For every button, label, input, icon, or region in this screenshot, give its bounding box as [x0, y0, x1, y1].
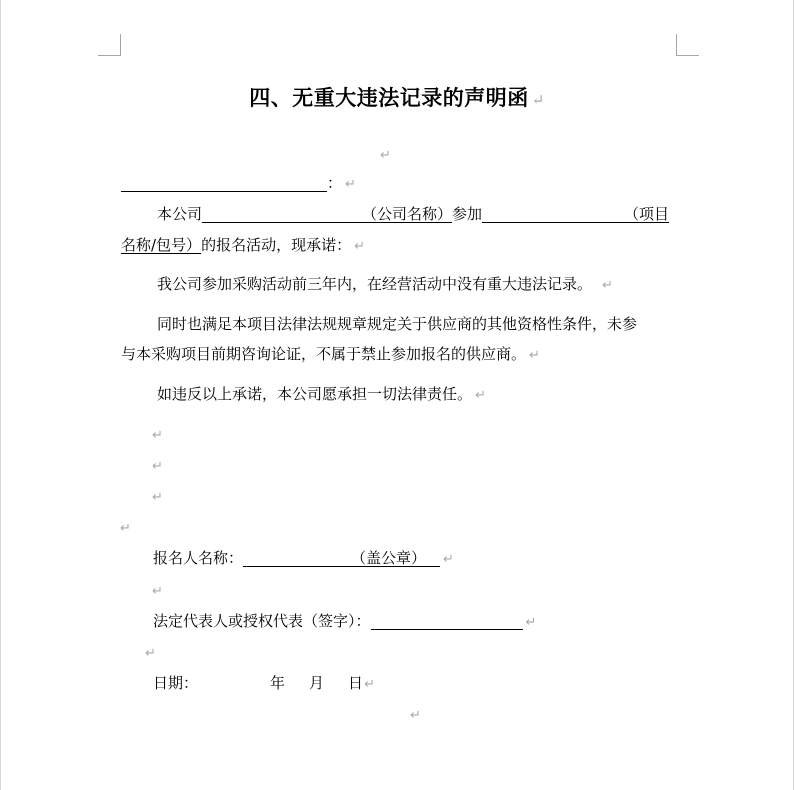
paragraph-mark: ↵ [145, 646, 156, 661]
project-hint-part1: （项目 [624, 205, 670, 223]
seal-hint: （盖公章） [351, 549, 427, 567]
empty-paragraph [380, 144, 391, 164]
promise-qualification-line-2: 与本采购项目前期咨询论证，不属于禁止参加报名的供应商。 ↵ [121, 345, 540, 363]
date-line [153, 673, 375, 693]
representative-signature-line [153, 611, 536, 631]
empty-paragraph [152, 486, 163, 506]
paragraph-mark: ↵ [354, 239, 365, 254]
addressee-blank[interactable] [121, 173, 327, 192]
project-name-blank[interactable] [482, 204, 624, 223]
company-name-hint: （公司名称） [362, 205, 453, 223]
paragraph-mark: ↵ [364, 677, 375, 692]
addressee-line [121, 173, 356, 193]
empty-paragraph [152, 455, 163, 475]
representative-signature-blank[interactable] [371, 611, 523, 630]
paragraph-mark: ↵ [602, 278, 613, 293]
addressee-colon: ： [327, 174, 343, 192]
representative-label: 法定代表人或授权代表（签字）： [153, 612, 371, 630]
empty-paragraph [145, 642, 156, 662]
promise-no-violation: 我公司参加采购活动前三年内，在经营活动中没有重大违法记录。 ↵ [157, 275, 613, 293]
date-month: 月 [309, 674, 325, 692]
paragraph-mark: ↵ [531, 91, 545, 109]
statement-line-1 [157, 204, 669, 224]
seal-hint-trailing-underline [426, 548, 440, 567]
statement-lead: 本公司 [157, 205, 203, 223]
empty-paragraph [120, 517, 131, 537]
paragraph-mark: ↵ [152, 490, 163, 505]
statement-join: 参加 [452, 205, 483, 223]
document-title: 四、无重大违法记录的声明函 ↵ [249, 85, 545, 110]
applicant-label: 报名人名称： [153, 549, 244, 567]
paragraph-mark: ↵ [525, 615, 537, 630]
paragraph-mark: ↵ [529, 348, 540, 363]
applicant-name-blank[interactable] [243, 548, 351, 567]
page-edge-left [0, 0, 1, 790]
date-day: 日 [348, 674, 364, 692]
company-name-blank[interactable] [202, 204, 362, 223]
paragraph-mark: ↵ [380, 148, 391, 163]
paragraph-mark: ↵ [120, 521, 131, 536]
paragraph-mark: ↵ [345, 177, 356, 192]
empty-paragraph [152, 424, 163, 444]
promise-liability: 如违反以上承诺，本公司愿承担一切法律责任。 ↵ [157, 385, 486, 403]
project-hint-part2: 名称/包号） [121, 236, 202, 254]
paragraph-mark: ↵ [410, 708, 421, 723]
paragraph-mark: ↵ [152, 428, 163, 443]
date-label: 日期： [153, 674, 199, 692]
date-year: 年 [270, 674, 286, 692]
paragraph-mark: ↵ [152, 584, 163, 599]
empty-paragraph [410, 704, 421, 724]
applicant-name-line [153, 548, 454, 568]
paragraph-mark: ↵ [152, 459, 163, 474]
paragraph-mark: ↵ [475, 388, 486, 403]
statement-tail: 的报名活动，现承诺： [201, 236, 352, 254]
paragraph-mark: ↵ [443, 552, 454, 567]
empty-paragraph [152, 580, 163, 600]
statement-line-2 [121, 235, 365, 255]
promise-qualification-line-1: 同时也满足本项目法律法规规章规定关于供应商的其他资格性条件，未参 [157, 315, 638, 333]
